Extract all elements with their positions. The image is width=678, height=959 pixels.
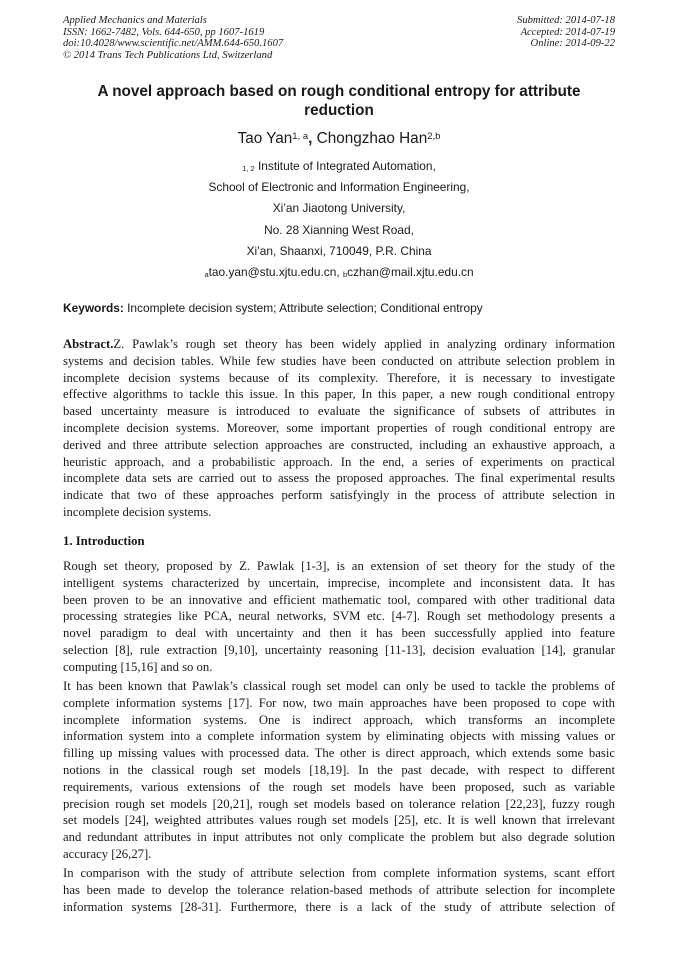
text-line: Rough set theory, proposed by Z. Pawlak [1-3], is an extension of set theory for the study of the (63, 559, 615, 573)
text-line: incomplete information systems. One is indirect approach, which transforms an incomplete (63, 712, 615, 727)
text-line: selection [8], rule extraction [9,10], uncertainty reasoning [11-13], decision evaluation [14], granular (63, 642, 615, 657)
abstract-line: incomplete decision systems because of its complexity. Therefore, it is necessary to investigate (63, 370, 615, 385)
affiliation-line: No. 28 Xianning West Road, (264, 222, 414, 237)
author-list (63, 130, 615, 148)
affiliation-block (63, 156, 615, 283)
paragraph (63, 678, 615, 863)
text-line: filling up missing values with processed data. The other is direct approach, which extends some basic (63, 746, 615, 761)
title-line: A novel approach based on rough conditional entropy for attribute (97, 83, 581, 100)
affiliation-mark: 1, 2 (242, 164, 255, 173)
abstract-line: incomplete decision systems. Moreover, some important properties of rough conditional entropy are (63, 420, 615, 435)
abstract-line: effective algorithms to tackle this issue. In this paper, In this paper, a new rough conditional entropy (63, 387, 615, 402)
abstract-line: based uncertainty measure is introduced to evaluate the significance of subsets of attributes in (63, 404, 615, 419)
affiliation-line: School of Electronic and Information Engineering, (208, 180, 470, 195)
text-line: novel paradigm to deal with uncertainty and then it has been successfully applied into feature (63, 626, 615, 641)
abstract-line: systems and decision tables. While few studies have been conducted on attribute selection problem in (63, 353, 615, 368)
text-line: has been made to develop the tolerance relation-based methods of attribute selection for incomplete (63, 882, 615, 897)
author-emails: $^a$tao.yan@stu.xjtu.edu.cn, $^b$czhan@mail.xjtu.edu.cn (204, 264, 474, 279)
abstract-line: heuristic approach, and a probabilistic approach. In the end, a series of experiments on practical (63, 454, 615, 469)
keywords (63, 301, 615, 315)
abstract-line: incomplete decision systems. (63, 504, 212, 519)
email-link[interactable]: czhan@mail.xjtu.edu.cn (347, 264, 474, 279)
abstract-label: Abstract. (63, 337, 114, 351)
submitted-date: Submitted: 2014-07-18 (517, 15, 615, 26)
title-line: reduction (304, 102, 374, 119)
keywords-label: Keywords: (63, 301, 124, 315)
paper-title (63, 82, 615, 120)
text-line: precision rough set models [20,21], rough set models based on tolerance relation [22,23], fuzzy rough (63, 796, 615, 811)
abstract-line: derived and three attribute selection approaches are constructed, including an exhaustive approach, a (63, 437, 615, 452)
text-line: intelligent systems characterized by uncertain, imprecise, incomplete and inconsistent data. It has (63, 575, 615, 590)
text-line: requirements, various extensions of the rough set models have been proposed, such as variable (63, 779, 615, 794)
text-line: computing [15,16] and so on. (63, 659, 213, 674)
text-line: processing strategies like PCA, neural networks, SVM etc. [4-7]. Rough set methodology presents a (63, 609, 615, 624)
author-separator: , (308, 130, 313, 147)
affiliation-line: $^{1, 2}$ Institute of Integrated Automation, (242, 159, 436, 173)
online-date: Online: 2014-09-22 (530, 38, 615, 50)
journal-name: Applied Mechanics and Materials (63, 15, 207, 26)
abstract-line: incomplete data sets are carried out to assess the proposed approaches. The final experimental results (63, 471, 615, 486)
publication-dates (517, 15, 615, 50)
journal-issn: ISSN: 1662-7482, Vols. 644-650, pp 1607-1619 (63, 26, 265, 38)
paragraph (63, 558, 615, 676)
author-affiliation-mark: 2,b (427, 131, 441, 142)
author-affiliation-mark: 1, a (292, 131, 309, 142)
affiliation-line: Xi’an, Shaanxi, 710049, P.R. China (246, 243, 432, 258)
journal-doi: doi:10.4028/www.scientific.net/AMM.644-650.1607 (63, 38, 284, 50)
text-line: set models [24], weighted attributes values rough set models [25], etc. It is well known that irrelevant (63, 813, 615, 828)
paragraph (63, 865, 615, 915)
text-line: In comparison with the study of attribute selection from complete information systems, scant effort (63, 866, 615, 880)
text-line: information systems [28-31]. Furthermore, there is a lack of the study of attribute selection of (63, 899, 615, 914)
keywords-text: Incomplete decision system; Attribute selection; Conditional entropy (123, 301, 483, 315)
email-link[interactable]: tao.yan@stu.xjtu.edu.cn, (208, 264, 343, 279)
text-line: notions in the classical rough set models [18,19]. In the past decade, with respect to different (63, 762, 615, 777)
section-heading: 1. Introduction (63, 534, 145, 548)
text-line: accuracy [26,27]. (63, 846, 152, 861)
author-name: Tao Yan (237, 130, 293, 147)
abstract-line: indicate that two of these approaches perform satisfyingly in the process of attribute selection in (63, 488, 615, 503)
text-line: information system into a complete information system by eliminating objects with missing values or (63, 729, 615, 744)
journal-info (63, 15, 283, 61)
text-line: complete information systems [17]. For now, two main approaches have been proposed to cope with (63, 695, 615, 710)
text-line: and redundant attributes in input attributes not only complicate the problem but also degrade solution (63, 830, 615, 845)
affiliation-line: Xi’an Jiaotong University, (272, 201, 406, 216)
abstract (63, 336, 615, 521)
text-line: been proven to be an innovative and efficient mathematic tool, compared with other traditional data (63, 592, 615, 607)
author-name: Chongzhao Han (312, 130, 428, 147)
text-line: It has been known that Pawlak’s classical rough set model can only be used to tackle the problems of (63, 679, 615, 693)
abstract-line: Abstract.Z. Pawlak’s rough set theory has been widely applied in analyzing ordinary information (63, 337, 615, 351)
journal-copyright: © 2014 Trans Tech Publications Ltd, Switzerland (63, 49, 273, 61)
accepted-date: Accepted: 2014-07-19 (520, 26, 615, 38)
